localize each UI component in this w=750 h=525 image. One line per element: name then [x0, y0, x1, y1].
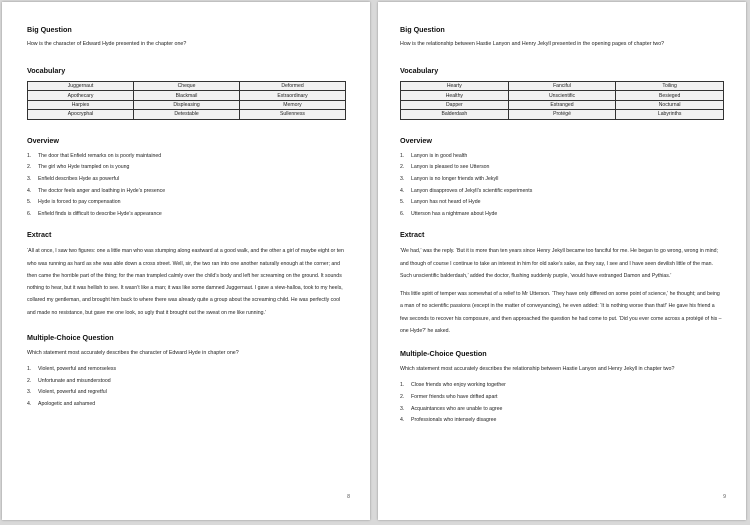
big-question-heading: Big Question: [400, 25, 445, 34]
table-row: [28, 82, 346, 91]
table-cell: Protégé: [508, 110, 616, 119]
table-cell: Juggernaut: [28, 82, 134, 91]
table-cell: Displeasing: [134, 100, 240, 109]
mcq-question: Which statement most accurately describes the character of Edward Hyde in chapter one?: [27, 350, 239, 357]
table-cell: Apothecary: [28, 91, 134, 100]
overview-heading: Overview: [27, 135, 59, 145]
extract-heading: Extract: [400, 230, 425, 240]
table-cell: Healthy: [401, 91, 509, 100]
table-row: [28, 100, 346, 109]
list-item: 1. Lanyon is in good health: [400, 152, 468, 159]
vocabulary-heading: Vocabulary: [400, 66, 439, 75]
mcq-options: [400, 382, 724, 423]
list-item: 3. Acquaintances who are unable to agree: [400, 405, 503, 412]
big-question-heading: Big Question: [27, 25, 72, 34]
page-number: 8: [347, 494, 350, 500]
list-item: 3. Lanyon is no longer friends with Jekyll: [400, 175, 499, 182]
table-cell: Balderdash: [401, 110, 509, 119]
list-item: 4. Apologetic and ashamed: [27, 401, 96, 408]
list-item: 4. Professionals who intensely disagree: [400, 417, 497, 424]
table-cell: Hearty: [401, 82, 509, 91]
big-question-text: How is the relationship between Hastie Lanyon and Henry Jekyll presented in the opening pages of chapter two?: [400, 41, 665, 47]
extract-text: [400, 245, 724, 337]
list-item: 1. Close friends who enjoy working together: [400, 382, 506, 389]
mcq-heading: Multiple-Choice Question: [27, 333, 114, 343]
table-cell: Harpies: [28, 100, 134, 109]
big-question-text: How is the character of Edward Hyde presented in the chapter one?: [27, 41, 187, 47]
list-item: 4. The doctor feels anger and loathing in Hyde’s presence: [27, 187, 166, 194]
list-item: 6. Utterson has a nightmare about Hyde: [400, 211, 498, 218]
table-cell: Dapper: [401, 100, 509, 109]
document-page-right: [378, 2, 746, 520]
list-item: 5. Lanyon has not heard of Hyde: [400, 199, 481, 206]
table-cell: Detestable: [134, 110, 240, 119]
document-page-left: [2, 2, 370, 520]
mcq-options: [27, 366, 346, 407]
list-item: 5. Hyde is forced to pay compensation: [27, 199, 121, 206]
table-row: [401, 91, 724, 100]
vocabulary-heading: Vocabulary: [27, 66, 66, 75]
extract-paragraph: ‘All at once, I saw two figures: one a little man who was stumping along eastward at a good walk, and the other a girl of maybe eight or ten who was running as hard as she was able down a cross street. Well, sir, the two ran into one another naturally enough at the corner; and then came the horrible part of the thing; for the man trampled calmly over the child’s body and left her screaming on the ground. It sounds nothing to hear, but it was hellish to see. It wasn’t like a man; it was like some damned Juggernaut. I gave a view-halloa, took to my heels, collared my gentleman, and brought him back to where there was already quite a group about the screaming child. He was perfectly cool and made no resistance, but gave me one look, so ugly that it brought out the sweat on me like running.’: [27, 248, 344, 316]
extract-text: [27, 245, 346, 319]
list-item: 2. The girl who Hyde trampled on is young: [27, 164, 130, 171]
table-cell: Fanciful: [508, 82, 616, 91]
list-item: 2. Former friends who have drifted apart: [400, 394, 498, 401]
mcq-question: Which statement most accurately describes the relationship between Hastie Lanyon and Henry Jekyll in chapter two?: [400, 366, 675, 373]
table-cell: Besieged: [616, 91, 724, 100]
overview-heading: Overview: [400, 135, 432, 145]
table-cell: Extraordinary: [240, 91, 346, 100]
table-cell: Apocryphal: [28, 110, 134, 119]
table-cell: Nocturnal: [616, 100, 724, 109]
table-row: [28, 91, 346, 100]
table-cell: Estranged: [508, 100, 616, 109]
list-item: 2. Lanyon is pleased to see Utterson: [400, 164, 490, 171]
vocabulary-table: [27, 81, 346, 120]
list-item: 1. The door that Enfield remarks on is poorly maintained: [27, 152, 162, 159]
extract-heading: Extract: [27, 230, 52, 240]
overview-list: [27, 153, 346, 218]
overview-list: [400, 153, 724, 218]
table-row: [401, 110, 724, 119]
table-cell: Cheque: [134, 82, 240, 91]
extract-paragraph: This little spirit of temper was somewhat of a relief to Mr Utterson. ‘They have only differed on some point of science,’ he thought; and being a man of no scientific passions (except in the matter of conveyancing), he even added: ‘It is nothing worse than that!’ He gave his friend a few seconds to recover his composure, and then approached the question he had come to put. ‘Did you ever come across a protégé of his – one Hyde?’ he asked.: [400, 291, 722, 335]
table-row: [401, 82, 724, 91]
table-row: [401, 100, 724, 109]
vocabulary-table: [400, 81, 724, 120]
table-cell: Unscientific: [508, 91, 616, 100]
list-item: 2. Unfortunate and misunderstood: [27, 377, 111, 384]
extract-paragraph: ‘We had,’ was the reply. ‘But it is more than ten years since Henry Jekyll became too fanciful for me. He began to go wrong, wrong in mind; and though of course I continue to take an interest in him for old sake’s sake, as they say, I see and I have seen devilish little of the man. Such unscientific balderdash,’ added the doctor, flushing suddenly purple, ‘would have estranged Damon and Pythias.’: [400, 248, 718, 279]
table-cell: Memory: [240, 100, 346, 109]
table-cell: Toiling: [616, 82, 724, 91]
mcq-heading: Multiple-Choice Question: [400, 349, 487, 359]
table-cell: Labyrinths: [616, 110, 724, 119]
table-row: [28, 110, 346, 119]
list-item: 3. Enfield describes Hyde as powerful: [27, 175, 120, 182]
list-item: 6. Enfield finds is difficult to describe Hyde’s appearance: [27, 211, 162, 218]
table-cell: Blackmail: [134, 91, 240, 100]
list-item: 1. Violent, powerful and remorseless: [27, 366, 117, 373]
list-item: 4. Lanyon disapproves of Jekyll’s scientific experiments: [400, 187, 533, 194]
list-item: 3. Violent, powerful and regretful: [27, 389, 107, 396]
table-cell: Sullenness: [240, 110, 346, 119]
table-cell: Deformed: [240, 82, 346, 91]
page-number: 9: [723, 494, 726, 500]
